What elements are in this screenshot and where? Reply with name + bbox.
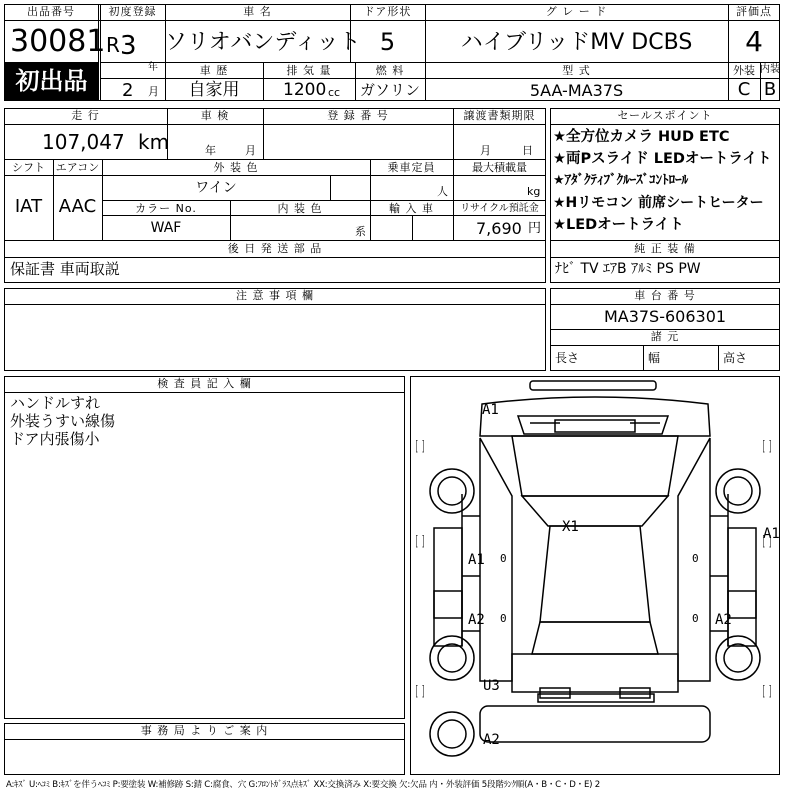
lot-number: 30081 bbox=[10, 24, 106, 59]
later-parts: 保証書 車両取説 bbox=[10, 260, 120, 278]
colorno: WAF bbox=[150, 220, 182, 236]
exterior-grade: C bbox=[737, 79, 751, 100]
inspection-label: 車 検 bbox=[200, 109, 230, 122]
color: ワイン bbox=[195, 180, 237, 196]
transfer-day-unit: 日 bbox=[522, 144, 533, 157]
later-parts-label: 後 日 発 送 部 品 bbox=[227, 242, 323, 255]
fuel-label: 燃 料 bbox=[375, 64, 405, 77]
registration-label: 登 録 番 号 bbox=[327, 109, 389, 122]
shift: IAT bbox=[14, 196, 43, 217]
recycle-label: リサイクル預託金 bbox=[460, 203, 539, 214]
left-front-door bbox=[434, 528, 462, 618]
grade: ハイブリッドMV DCBS bbox=[460, 30, 693, 55]
office-label: 事 務 局 よ り ご 案 内 bbox=[140, 724, 269, 737]
colorno-label: カラー No. bbox=[135, 202, 197, 215]
rear-bumper bbox=[480, 706, 710, 742]
year-unit: 年 bbox=[148, 62, 158, 73]
load-label: 最大積載量 bbox=[472, 161, 527, 174]
damage-mark: A2 bbox=[715, 612, 732, 628]
hood bbox=[512, 436, 678, 496]
damage-mark: A1 bbox=[468, 552, 485, 568]
int-color-label: 内 装 色 bbox=[277, 202, 323, 215]
bracket-right-mid: [ ] bbox=[762, 534, 772, 550]
sales-point: ★LEDオートライト bbox=[553, 217, 684, 233]
equipment: ﾅﾋﾞ TV ｴｱB ｱﾙﾐ PS PW bbox=[555, 261, 701, 277]
reg-month: 2 bbox=[122, 80, 134, 101]
zero-mark: 0 bbox=[692, 552, 699, 565]
dims-label: 諸 元 bbox=[650, 330, 680, 343]
transfer-month-unit: 月 bbox=[480, 144, 491, 157]
mileage: 107,047 bbox=[42, 130, 125, 154]
legend: A:ｷｽﾞ U:ﾍｺﾐ B:ｷｽﾞを伴うﾍｺﾐ P:要塗装 W:補修跡 S:錆 C:腐食、穴 G:ﾌﾛﾝﾄｶﾞﾗｽ点ｷｽﾞ XX:交換済み X:要交換 欠:欠品 内・外装評価 5段階ﾗﾝｸ順(A・B・C・D・E) 2 bbox=[6, 780, 600, 790]
front-left-wheel bbox=[430, 469, 474, 513]
import-label: 輸 入 車 bbox=[389, 202, 434, 215]
width-label: 幅 bbox=[648, 351, 661, 365]
zero-mark: 0 bbox=[500, 552, 507, 565]
height-label: 高さ bbox=[723, 351, 748, 365]
inspection-year-unit: 年 bbox=[205, 144, 216, 157]
door-count: 5 bbox=[379, 28, 396, 56]
exterior-label: 外装 bbox=[733, 64, 755, 77]
history: 自家用 bbox=[188, 80, 240, 100]
shift-label: シフト bbox=[12, 161, 45, 174]
score-label: 評価点 bbox=[736, 5, 772, 18]
sales-point: ★ｱﾀﾞｸﾃｨﾌﾞｸﾙｰｽﾞｺﾝﾄﾛｰﾙ bbox=[553, 173, 689, 188]
transfer-label: 譲渡書類期限 bbox=[463, 109, 536, 122]
lot-label: 出品番号 bbox=[27, 5, 75, 18]
bracket-left-mid: [ ] bbox=[415, 534, 425, 550]
color-label: 外 装 色 bbox=[213, 161, 259, 174]
sales-point: ★Hリモコン 前席シートヒーター bbox=[553, 195, 764, 211]
model: 5AA-MA37S bbox=[529, 81, 624, 100]
windshield bbox=[522, 496, 668, 526]
recycle-amount: 7,690 bbox=[476, 219, 522, 238]
tailgate bbox=[512, 654, 678, 692]
interior-grade: B bbox=[763, 79, 777, 100]
front-right-wheel bbox=[716, 469, 760, 513]
damage-mark: A2 bbox=[468, 612, 485, 628]
era: R bbox=[106, 33, 120, 57]
history-label: 車 歴 bbox=[199, 64, 229, 77]
bracket-left-rear: [ ] bbox=[415, 684, 425, 700]
inspector-note: ドア内張傷小 bbox=[10, 430, 100, 448]
capacity-label: 乗車定員 bbox=[387, 161, 436, 174]
inspection-month-unit: 月 bbox=[245, 144, 256, 157]
inspector-note: 外装うすい線傷 bbox=[10, 412, 116, 430]
capacity-unit: 人 bbox=[437, 185, 448, 198]
first-reg-label: 初度登録 bbox=[108, 5, 157, 18]
front-bumper bbox=[530, 381, 656, 390]
inspector-note: ハンドルすれ bbox=[10, 394, 101, 412]
rear-right-wheel bbox=[716, 636, 760, 680]
sales-point: ★全方位カメラ HUD ETC bbox=[553, 129, 730, 145]
sales-point: ★両Pスライド LEDオートライト bbox=[553, 151, 772, 167]
mileage-label: 走 行 bbox=[71, 109, 100, 122]
grade-label: グ レ ー ド bbox=[545, 5, 608, 18]
displacement: 1200 bbox=[283, 80, 327, 100]
damage-mark: A1 bbox=[763, 526, 780, 542]
int-color-unit: 系 bbox=[355, 225, 366, 238]
car-name-label: 車 名 bbox=[243, 5, 272, 18]
damage-mark: U3 bbox=[483, 678, 500, 694]
interior-label: 内装 bbox=[760, 64, 780, 75]
chassis-number: MA37S-606301 bbox=[603, 307, 727, 326]
inspector-label: 検 査 員 記 入 欄 bbox=[157, 377, 252, 390]
damage-mark: A1 bbox=[482, 402, 499, 418]
month-unit: 月 bbox=[148, 85, 159, 98]
load-unit: kg bbox=[527, 185, 541, 198]
damage-mark: A2 bbox=[483, 732, 500, 748]
fuel: ガソリン bbox=[359, 81, 420, 99]
ac: AAC bbox=[58, 196, 97, 217]
bracket-right-front: [ ] bbox=[762, 439, 772, 455]
rear-window bbox=[532, 622, 658, 654]
spare-wheel bbox=[430, 712, 474, 756]
car-diagram bbox=[410, 376, 780, 775]
length-label: 長さ bbox=[555, 351, 580, 365]
mileage-unit: km bbox=[138, 130, 170, 154]
bracket-right-rear: [ ] bbox=[762, 684, 772, 700]
bracket-left-front: [ ] bbox=[415, 439, 425, 455]
chassis-label: 車 台 番 号 bbox=[634, 289, 696, 302]
ac-label: エアコン bbox=[55, 161, 100, 174]
zero-mark: 0 bbox=[500, 612, 507, 625]
rear-left-wheel bbox=[430, 636, 474, 680]
recycle-unit: 円 bbox=[528, 221, 542, 236]
car-name: ソリオバンディット bbox=[165, 30, 361, 55]
door-label: ドア形状 bbox=[363, 5, 412, 18]
notes-label: 注 意 事 項 欄 bbox=[236, 289, 314, 302]
right-front-door bbox=[728, 528, 756, 618]
model-label: 型 式 bbox=[562, 64, 591, 77]
sales-points-label: セールスポイント bbox=[617, 109, 713, 122]
equipment-label: 純 正 装 備 bbox=[634, 242, 696, 255]
score: 4 bbox=[745, 25, 763, 58]
roof bbox=[540, 526, 650, 622]
displacement-label: 排 気 量 bbox=[286, 64, 332, 77]
zero-mark: 0 bbox=[692, 612, 699, 625]
damage-mark: X1 bbox=[562, 519, 579, 535]
first-listing-label: 初出品 bbox=[15, 67, 88, 95]
displacement-unit: cc bbox=[328, 86, 341, 99]
era-year: 3 bbox=[120, 31, 137, 61]
